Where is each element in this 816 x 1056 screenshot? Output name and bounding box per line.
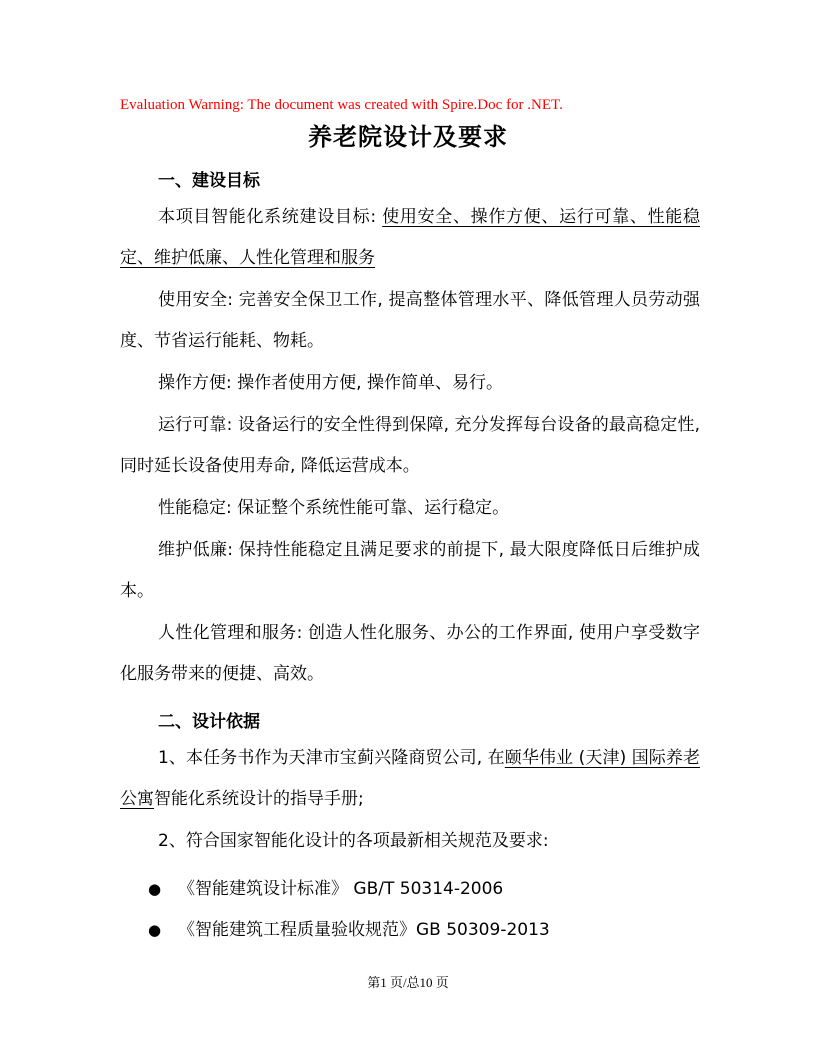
- page-footer: 第1 页/总10 页: [367, 975, 449, 990]
- basis-item1-suffix: 智能化系统设计的指导手册;: [154, 789, 364, 809]
- paragraph-stable: 性能稳定: 保证整个系统性能可靠、运行稳定。: [158, 498, 510, 518]
- goals-intro-prefix: 本项目智能化系统建设目标:: [158, 207, 383, 227]
- bullet-icon: ●: [148, 921, 162, 939]
- goals-intro-underlined: 使用安全、操作方便、运行可靠、性能稳定、维护低廉、人性化管理和服务: [120, 207, 700, 268]
- list-item: [148, 874, 503, 899]
- section-heading-goals: 一、建设目标: [158, 171, 260, 191]
- paragraph-basis-item2: 2、符合国家智能化设计的各项最新相关规范及要求:: [158, 831, 549, 851]
- standard-text: 《智能建筑设计标准》 GB/T 50314-2006: [178, 879, 504, 899]
- paragraph-safety: 使用安全: 完善安全保卫工作, 提高整体管理水平、降低管理人员劳动强度、节省运行能耗、物耗。: [120, 290, 700, 351]
- standard-text: 《智能建筑工程质量验收规范》GB 50309-2013: [178, 920, 550, 940]
- paragraph-goals-intro: [120, 197, 700, 279]
- list-item: [148, 915, 550, 940]
- basis-item1-underlined: 颐华伟业 (天津) 国际养老公寓: [120, 748, 701, 809]
- document-title: 养老院设计及要求: [308, 123, 508, 151]
- basis-item1-prefix: 1、本任务书作为天津市宝蓟兴隆商贸公司, 在: [158, 748, 505, 768]
- paragraph-basis-item1: [120, 738, 700, 820]
- paragraph-maintenance: 维护低廉: 保持性能稳定且满足要求的前提下, 最大限度降低日后维护成本。: [120, 540, 700, 601]
- evaluation-warning: Evaluation Warning: The document was created with Spire.Doc for .NET.: [120, 97, 563, 113]
- paragraph-service: 人性化管理和服务: 创造人性化服务、办公的工作界面, 使用户享受数字化服务带来的便捷、高效。: [120, 623, 700, 684]
- bullet-icon: ●: [148, 880, 162, 898]
- paragraph-operation: 操作方便: 操作者使用方便, 操作简单、易行。: [158, 373, 503, 393]
- paragraph-reliable: 运行可靠: 设备运行的安全性得到保障, 充分发挥每台设备的最高稳定性, 同时延长设备使用寿命, 降低运营成本。: [120, 415, 700, 476]
- section-heading-basis: 二、设计依据: [158, 712, 260, 732]
